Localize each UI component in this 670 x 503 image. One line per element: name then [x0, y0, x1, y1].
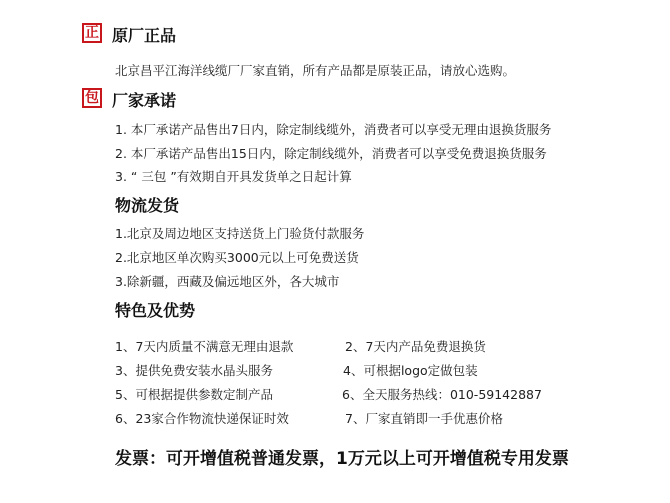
bao-stamp-icon: 包: [82, 88, 102, 108]
logistics-item: 3.除新疆，西藏及偏远地区外，各大城市: [115, 274, 340, 289]
promise-item: 2. 本厂承诺产品售出15日内，除定制线缆外，消费者可以享受免费退换货服务: [115, 146, 547, 161]
feature-item: 1、7天内质量不满意无理由退款: [115, 339, 294, 354]
section-title-features: 特色及优势: [115, 301, 196, 320]
invoice-note: 发票：可开增值税普通发票，1万元以上可开增值税专用发票: [115, 449, 569, 469]
feature-item: 4、可根据logo定做包装: [343, 363, 478, 378]
section-title-promise: 厂家承诺: [112, 91, 177, 110]
feature-item: 5、可根据提供参数定制产品: [115, 387, 273, 402]
feature-item: 6、23家合作物流快递保证时效: [115, 411, 289, 426]
promise-item: 1. 本厂承诺产品售出7日内，除定制线缆外，消费者可以享受无理由退换货服务: [115, 122, 552, 137]
section-title-logistics: 物流发货: [115, 196, 180, 215]
section-title-original: 原厂正品: [112, 26, 177, 45]
logistics-item: 2.北京地区单次购买3000元以上可免费送货: [115, 250, 359, 265]
logistics-item: 1.北京及周边地区支持送货上门验货付款服务: [115, 226, 365, 241]
zheng-stamp-icon: 正: [82, 23, 102, 43]
feature-item: 7、厂家直销即一手优惠价格: [345, 411, 503, 426]
promise-item: 3. “ 三包 ”有效期自开具发货单之日起计算: [115, 169, 352, 184]
feature-item: 3、提供免费安装水晶头服务: [115, 363, 273, 378]
feature-item: 6、全天服务热线：010-59142887: [342, 387, 542, 402]
feature-item: 2、7天内产品免费退换货: [345, 339, 486, 354]
original-text: 北京昌平江海洋线缆厂厂家直销，所有产品都是原装正品，请放心选购。: [115, 63, 516, 78]
